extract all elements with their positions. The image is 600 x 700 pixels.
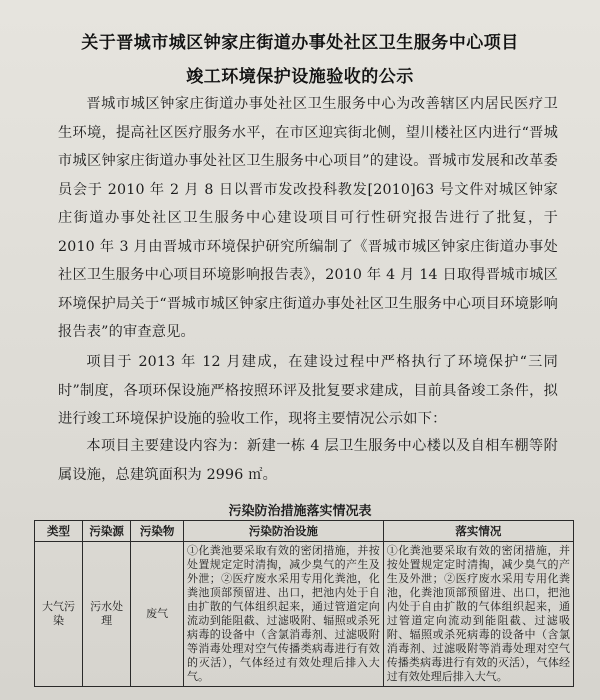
header-pollutant: 污染物	[131, 521, 184, 542]
cell-pollutant: 废气	[131, 542, 184, 687]
title-line-2: 竣工环境保护设施验收的公示	[186, 67, 414, 87]
table-row	[35, 542, 574, 687]
header-type: 类型	[35, 521, 83, 542]
cell-source: 污水处理	[83, 542, 131, 687]
pollution-control-table	[34, 520, 574, 687]
cell-type: 大气污染	[35, 542, 83, 687]
table-header-row	[35, 521, 574, 542]
header-status: 落实情况	[383, 521, 573, 542]
header-source: 污染源	[83, 521, 131, 542]
paragraph-completion: 项目于 2013 年 12 月建成，在建设过程中严格执行了环境保护“三同时”制度，各项环保设施严格按照环评及批复要求建成，目前具备竣工条件，拟进行竣工环境保护设施的验收工作，现将主要情况公示如下：	[58, 354, 558, 427]
header-measures: 污染防治设施	[184, 521, 384, 542]
cell-status: ①化粪池要采取有效的密闭措施，并按处置规定定时清掏，减少臭气的产生及外泄；②医疗废水采用专用化粪池，化粪池顶部预留进、出口，把池内处于自由扩散的气体组织起来，通过管道定向流动到能阻截、过滤吸附、辐照或杀死病毒的设备中（含氯消毒剂、过滤吸附等消毒处理对空气传播类病毒进行有效的灭活），气体经过有效处理后排入大气。	[383, 542, 573, 687]
title-line-1: 关于晋城市城区钟家庄街道办事处社区卫生服务中心项目	[81, 33, 519, 53]
paragraph-construction: 本项目主要建设内容为：新建一栋 4 层卫生服务中心楼以及自相车棚等附属设施，总建筑面积为 2996 ㎡。	[58, 438, 558, 483]
cell-measures: ①化粪池要采取有效的密闭措施，并按处置规定定时清掏，减少臭气的产生及外泄；②医疗废水采用专用化粪池，化粪池顶部预留进、出口，把池内处于自由扩散的气体组织起来，通过管道定向流动到能阻截、过滤吸附、辐照或杀死病毒的设备中（含氯消毒剂、过滤吸附等消毒处理对空气传播类病毒进行有效的灭活），气体经过有效处理后排入大气。	[184, 542, 384, 687]
table-caption: 污染防治措施落实情况表	[228, 504, 372, 519]
paragraph-background: 晋城市城区钟家庄街道办事处社区卫生服务中心为改善辖区内居民医疗卫生环境，提高社区医疗服务水平，在市区迎宾街北侧，望川楼社区内进行“晋城市城区钟家庄街道办事处社区卫生服务中心项目”的建设。晋城市发展和改革委员会于 2010 年 2 月 8 日以晋市发改投科教发[2010]63 号文件对城区钟家庄街道办事处社区卫生服务中心建设项目可行性研究报告进行了批复，于 2010 年 3 月由晋城市环境保护研究所编制了《晋城市城区钟家庄街道办事处社区卫生服务中心项目环境影响报告表》，2010 年 4 月 14 日取得晋城市城区环境保护局关于“晋城市城区钟家庄街道办事处社区卫生服务中心项目环境影响报告表”的审查意见。	[58, 96, 558, 340]
